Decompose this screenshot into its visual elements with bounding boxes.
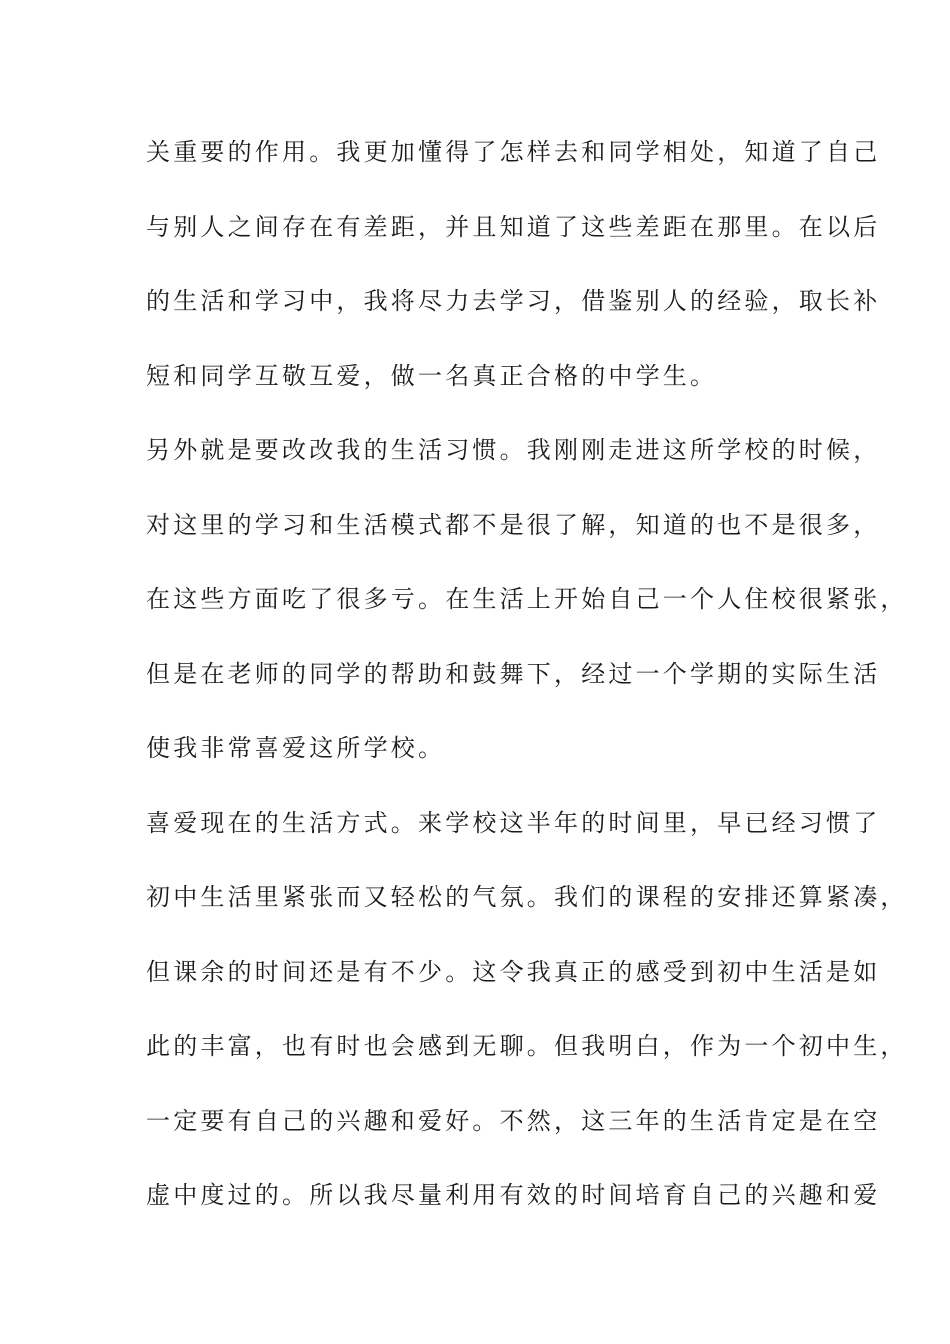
text-line: 初中生活里紧张而又轻松的气氛。我们的课程的安排还算紧凑，	[146, 883, 908, 911]
text-line: 对这里的学习和生活模式都不是很了解，知道的也不是很多，	[146, 510, 881, 539]
text-line: 短和同学互敬互爱，做一名真正合格的中学生。	[146, 361, 718, 390]
text-line: 与别人之间存在有差距，并且知道了这些差距在那里。在以后	[146, 212, 881, 241]
text-line: 的生活和学习中，我将尽力去学习，借鉴别人的经验，取长补	[146, 287, 881, 315]
text-line: 虚中度过的。所以我尽量利用有效的时间培育自己的兴趣和爱	[146, 1181, 881, 1209]
text-line: 此的丰富，也有时也会感到无聊。但我明白，作为一个初中生，	[146, 1032, 908, 1060]
text-line: 但是在老师的同学的帮助和鼓舞下，经过一个学期的实际生活	[146, 659, 881, 688]
text-line: 关重要的作用。我更加懂得了怎样去和同学相处，知道了自己	[146, 138, 881, 166]
text-line: 但课余的时间还是有不少。这令我真正的感受到初中生活是如	[146, 957, 881, 986]
text-line: 另外就是要改改我的生活习惯。我刚刚走进这所学校的时候，	[146, 436, 881, 464]
text-line: 在这些方面吃了很多亏。在生活上开始自己一个人住校很紧张，	[146, 585, 908, 613]
text-line: 一定要有自己的兴趣和爱好。不然，这三年的生活肯定是在空	[146, 1106, 881, 1135]
body-text	[146, 130, 908, 1248]
text-line: 使我非常喜爱这所学校。	[146, 734, 446, 762]
text-line: 喜爱现在的生活方式。来学校这半年的时间里，早已经习惯了	[146, 808, 881, 837]
